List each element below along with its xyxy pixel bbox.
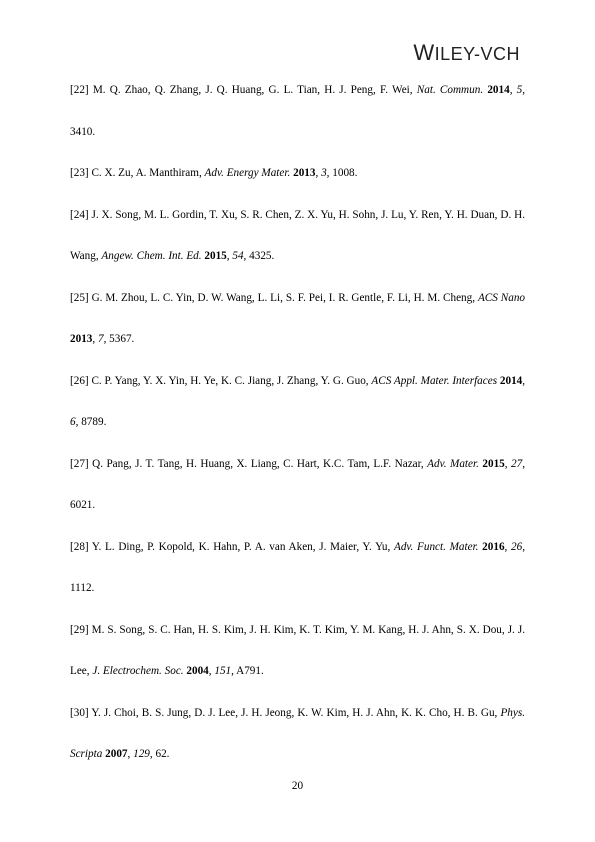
ref-authors: Y. L. Ding, P. Kopold, K. Hahn, P. A. van Aken, J. Maier, Y. Yu, — [91, 540, 391, 553]
reference-item: [23] C. X. Zu, A. Manthiram, Adv. Energy Mater. 2013, 3, 1008. — [70, 167, 358, 179]
ref-journal: Adv. Funct. Mater. — [393, 540, 479, 553]
ref-year: 2014 — [487, 84, 510, 96]
ref-number: [30] — [70, 706, 89, 719]
reference-item: [22] M. Q. Zhao, Q. Zhang, J. Q. Huang, G. L. Tian, H. J. Peng, F. Wei, Nat. Commun. 2014, 5, 3410. — [70, 84, 526, 138]
ref-volume: 151 — [214, 665, 232, 677]
ref-number: [22] — [70, 84, 89, 96]
reference-item: [30] Y. J. Choi, B. S. Jung, D. J. Lee, J. H. Jeong, K. W. Kim, H. J. Ahn, K. K. Cho, H. B. Gu, Phys. Scripta 2007, 129, 62. — [70, 706, 526, 760]
ref-pages: 4325. — [249, 250, 275, 262]
ref-volume: 54 — [232, 250, 244, 262]
ref-authors: M. S. Song, S. C. Han, H. S. Kim, J. H. Kim, K. T. Kim, Y. M. Kang, H. J. Ahn, S. X. Dou, J. J. Lee, — [70, 623, 525, 677]
ref-year: 2007 — [105, 748, 128, 760]
reference-item: [25] G. M. Zhou, L. C. Yin, D. W. Wang, L. Li, S. F. Pei, I. R. Gentle, F. Li, H. M. Cheng, ACS Nano 2013, 7, 5367. — [70, 291, 526, 345]
ref-journal: Adv. Mater. — [427, 457, 479, 470]
logo-initial: W — [413, 40, 435, 65]
ref-pages: 62. — [155, 748, 170, 760]
ref-pages: 1008. — [332, 167, 358, 179]
ref-journal: Nat. Commun. — [416, 84, 484, 96]
ref-authors: Y. J. Choi, B. S. Jung, D. J. Lee, J. H. Jeong, K. W. Kim, H. J. Ahn, K. K. Cho, H. B. Gu, — [91, 706, 498, 719]
ref-year: 2014 — [499, 374, 523, 387]
ref-number: [27] — [70, 457, 89, 470]
ref-authors: G. M. Zhou, L. C. Yin, D. W. Wang, L. Li, S. F. Pei, I. R. Gentle, F. Li, H. M. Cheng, — [91, 291, 476, 304]
ref-journal: Angew. Chem. Int. Ed. — [101, 250, 202, 262]
ref-year: 2013 — [70, 333, 93, 345]
reference-item: [24] J. X. Song, M. L. Gordin, T. Xu, S. R. Chen, Z. X. Yu, H. Sohn, J. Lu, Y. Ren, Y. H. Duan, D. H. Wang, Angew. Chem. Int. Ed. 2015, 54, 4325. — [70, 208, 525, 262]
ref-year: 2016 — [482, 540, 505, 553]
reference-item: [29] M. S. Song, S. C. Han, H. S. Kim, J. H. Kim, K. T. Kim, Y. M. Kang, H. J. Ahn, S. X. Dou, J. J. Lee, J. Electrochem. Soc. 2004, 151, A791. — [70, 623, 525, 677]
ref-pages: 6021. — [70, 499, 96, 511]
ref-number: [25] — [70, 291, 89, 304]
ref-authors: M. Q. Zhao, Q. Zhang, J. Q. Huang, G. L. Tian, H. J. Peng, F. Wei, — [92, 84, 413, 96]
ref-volume: 3 — [321, 167, 327, 179]
ref-journal: ACS Appl. Mater. Interfaces — [371, 374, 498, 387]
reference-item: [26] C. P. Yang, Y. X. Yin, H. Ye, K. C. Jiang, J. Zhang, Y. G. Guo, ACS Appl. Mater. Interfaces 2014, 6, 8789. — [70, 374, 526, 428]
ref-pages: 3410. — [70, 125, 96, 138]
ref-pages: 5367. — [109, 333, 135, 345]
logo-rest: ILEY-VCH — [434, 44, 520, 64]
ref-journal: Phys. Scripta — [70, 706, 526, 760]
ref-year: 2015 — [482, 457, 505, 470]
ref-authors: Q. Pang, J. T. Tang, H. Huang, X. Liang, C. Hart, K.C. Tam, L.F. Nazar, — [92, 457, 424, 470]
ref-journal: Adv. Energy Mater. — [204, 167, 291, 179]
reference-list — [70, 70, 525, 776]
ref-number: [29] — [70, 623, 89, 636]
ref-volume: 6 — [70, 416, 76, 428]
ref-volume: 27 — [511, 457, 523, 470]
ref-number: [28] — [70, 540, 89, 553]
ref-authors: C. P. Yang, Y. X. Yin, H. Ye, K. C. Jiang, J. Zhang, Y. G. Guo, — [91, 374, 369, 387]
ref-number: [24] — [70, 208, 89, 221]
ref-volume: 5 — [516, 84, 523, 96]
ref-authors: J. X. Song, M. L. Gordin, T. Xu, S. R. Chen, Z. X. Yu, H. Sohn, J. Lu, Y. Ren, Y. H. Duan, D. H. Wang, — [70, 208, 525, 262]
reference-item: [28] Y. L. Ding, P. Kopold, K. Hahn, P. A. van Aken, J. Maier, Y. Yu, Adv. Funct. Mater. 2016, 26, 1112. — [70, 540, 526, 594]
ref-volume: 26 — [511, 540, 523, 553]
ref-volume: 7 — [97, 333, 104, 345]
ref-year: 2013 — [293, 167, 316, 179]
ref-year: 2015 — [204, 250, 227, 262]
ref-volume: 129 — [133, 748, 150, 760]
reference-item: [27] Q. Pang, J. T. Tang, H. Huang, X. Liang, C. Hart, K.C. Tam, L.F. Nazar, Adv. Mater. 2015, 27, 6021. — [70, 457, 525, 511]
ref-year: 2004 — [186, 665, 209, 677]
page-number: 20 — [291, 780, 304, 792]
ref-journal: J. Electrochem. Soc. — [92, 665, 184, 677]
publisher-logo — [413, 40, 520, 66]
ref-pages: 1112. — [70, 582, 95, 594]
ref-number: [26] — [70, 374, 89, 387]
ref-number: [23] — [70, 167, 89, 179]
ref-journal: ACS Nano — [477, 291, 526, 304]
ref-authors: C. X. Zu, A. Manthiram, — [91, 167, 202, 179]
ref-pages: 8789. — [81, 416, 107, 428]
ref-pages: A791. — [236, 665, 264, 677]
